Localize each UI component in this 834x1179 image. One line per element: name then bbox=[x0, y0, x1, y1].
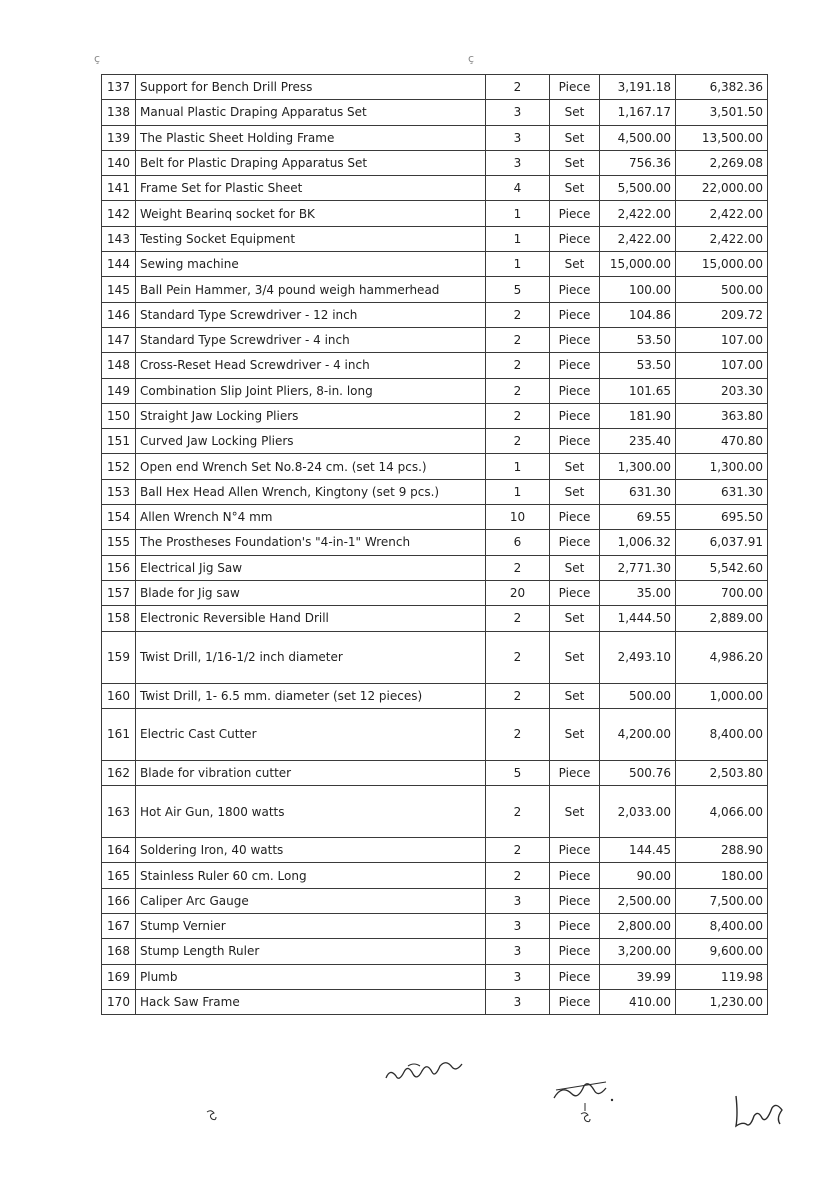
row-number-cell: 160 bbox=[102, 683, 136, 708]
unit-price-cell: 101.65 bbox=[600, 378, 676, 403]
table-row bbox=[102, 302, 768, 327]
total-price-cell: 2,422.00 bbox=[676, 226, 768, 251]
row-number-cell: 170 bbox=[102, 989, 136, 1014]
initial-mark-1 bbox=[204, 1108, 218, 1122]
unit-cell: Set bbox=[550, 454, 600, 479]
total-price-cell: 5,542.60 bbox=[676, 555, 768, 580]
row-number-cell: 166 bbox=[102, 888, 136, 913]
unit-price-cell: 2,771.30 bbox=[600, 555, 676, 580]
row-number-cell: 148 bbox=[102, 353, 136, 378]
unit-cell: Piece bbox=[550, 75, 600, 100]
quantity-cell: 5 bbox=[486, 760, 550, 785]
table-row bbox=[102, 530, 768, 555]
quantity-cell: 1 bbox=[486, 252, 550, 277]
item-description-cell: Combination Slip Joint Pliers, 8-in. long bbox=[136, 378, 486, 403]
unit-price-cell: 500.76 bbox=[600, 760, 676, 785]
table-row bbox=[102, 403, 768, 428]
unit-cell: Set bbox=[550, 252, 600, 277]
total-price-cell: 180.00 bbox=[676, 863, 768, 888]
unit-cell: Piece bbox=[550, 888, 600, 913]
unit-price-cell: 1,006.32 bbox=[600, 530, 676, 555]
row-number-cell: 169 bbox=[102, 964, 136, 989]
row-number-cell: 150 bbox=[102, 403, 136, 428]
quantity-cell: 2 bbox=[486, 353, 550, 378]
unit-price-cell: 181.90 bbox=[600, 403, 676, 428]
unit-price-cell: 69.55 bbox=[600, 505, 676, 530]
table-row bbox=[102, 327, 768, 352]
table-row bbox=[102, 125, 768, 150]
total-price-cell: 4,066.00 bbox=[676, 786, 768, 838]
total-price-cell: 6,037.91 bbox=[676, 530, 768, 555]
unit-price-cell: 90.00 bbox=[600, 863, 676, 888]
item-description-cell: Blade for Jig saw bbox=[136, 580, 486, 605]
table-row bbox=[102, 786, 768, 838]
row-number-cell: 145 bbox=[102, 277, 136, 302]
total-price-cell: 700.00 bbox=[676, 580, 768, 605]
total-price-cell: 2,889.00 bbox=[676, 606, 768, 631]
table-row bbox=[102, 838, 768, 863]
row-number-cell: 168 bbox=[102, 939, 136, 964]
unit-cell: Piece bbox=[550, 226, 600, 251]
total-price-cell: 1,300.00 bbox=[676, 454, 768, 479]
row-number-cell: 155 bbox=[102, 530, 136, 555]
unit-price-cell: 4,200.00 bbox=[600, 708, 676, 760]
quantity-cell: 10 bbox=[486, 505, 550, 530]
table-row bbox=[102, 201, 768, 226]
item-description-cell: The Prostheses Foundation's "4-in-1" Wrench bbox=[136, 530, 486, 555]
row-number-cell: 143 bbox=[102, 226, 136, 251]
row-number-cell: 139 bbox=[102, 125, 136, 150]
table-body bbox=[102, 75, 768, 1015]
item-description-cell: Cross-Reset Head Screwdriver - 4 inch bbox=[136, 353, 486, 378]
total-price-cell: 6,382.36 bbox=[676, 75, 768, 100]
unit-price-cell: 39.99 bbox=[600, 964, 676, 989]
item-description-cell: Blade for vibration cutter bbox=[136, 760, 486, 785]
item-description-cell: Frame Set for Plastic Sheet bbox=[136, 176, 486, 201]
table-row bbox=[102, 378, 768, 403]
row-number-cell: 164 bbox=[102, 838, 136, 863]
item-description-cell: Belt for Plastic Draping Apparatus Set bbox=[136, 150, 486, 175]
table-row bbox=[102, 914, 768, 939]
row-number-cell: 137 bbox=[102, 75, 136, 100]
row-number-cell: 165 bbox=[102, 863, 136, 888]
unit-cell: Piece bbox=[550, 353, 600, 378]
item-description-cell: Straight Jaw Locking Pliers bbox=[136, 403, 486, 428]
quantity-cell: 2 bbox=[486, 378, 550, 403]
unit-price-cell: 1,167.17 bbox=[600, 100, 676, 125]
unit-cell: Set bbox=[550, 150, 600, 175]
equipment-price-table bbox=[101, 74, 768, 1015]
table-row bbox=[102, 888, 768, 913]
unit-cell: Piece bbox=[550, 403, 600, 428]
quantity-cell: 1 bbox=[486, 454, 550, 479]
item-description-cell: Plumb bbox=[136, 964, 486, 989]
row-number-cell: 161 bbox=[102, 708, 136, 760]
table-row bbox=[102, 252, 768, 277]
total-price-cell: 2,503.80 bbox=[676, 760, 768, 785]
unit-cell: Piece bbox=[550, 863, 600, 888]
quantity-cell: 1 bbox=[486, 226, 550, 251]
total-price-cell: 2,422.00 bbox=[676, 201, 768, 226]
total-price-cell: 631.30 bbox=[676, 479, 768, 504]
table-row bbox=[102, 429, 768, 454]
total-price-cell: 203.30 bbox=[676, 378, 768, 403]
unit-price-cell: 1,444.50 bbox=[600, 606, 676, 631]
quantity-cell: 3 bbox=[486, 100, 550, 125]
row-number-cell: 147 bbox=[102, 327, 136, 352]
table-row bbox=[102, 555, 768, 580]
table-row bbox=[102, 75, 768, 100]
table-row bbox=[102, 964, 768, 989]
total-price-cell: 1,000.00 bbox=[676, 683, 768, 708]
total-price-cell: 8,400.00 bbox=[676, 708, 768, 760]
item-description-cell: Twist Drill, 1/16-1/2 inch diameter bbox=[136, 631, 486, 683]
table-row bbox=[102, 606, 768, 631]
unit-cell: Set bbox=[550, 708, 600, 760]
item-description-cell: Ball Hex Head Allen Wrench, Kingtony (set 9 pcs.) bbox=[136, 479, 486, 504]
item-description-cell: Allen Wrench N°4 mm bbox=[136, 505, 486, 530]
quantity-cell: 2 bbox=[486, 429, 550, 454]
table-row bbox=[102, 454, 768, 479]
quantity-cell: 2 bbox=[486, 683, 550, 708]
table-row bbox=[102, 939, 768, 964]
quantity-cell: 3 bbox=[486, 888, 550, 913]
unit-cell: Set bbox=[550, 683, 600, 708]
unit-cell: Piece bbox=[550, 530, 600, 555]
unit-price-cell: 3,200.00 bbox=[600, 939, 676, 964]
unit-cell: Set bbox=[550, 125, 600, 150]
quantity-cell: 2 bbox=[486, 631, 550, 683]
item-description-cell: Stump Vernier bbox=[136, 914, 486, 939]
total-price-cell: 500.00 bbox=[676, 277, 768, 302]
quantity-cell: 3 bbox=[486, 964, 550, 989]
item-description-cell: Open end Wrench Set No.8-24 cm. (set 14 pcs.) bbox=[136, 454, 486, 479]
total-price-cell: 13,500.00 bbox=[676, 125, 768, 150]
quantity-cell: 5 bbox=[486, 277, 550, 302]
item-description-cell: Hot Air Gun, 1800 watts bbox=[136, 786, 486, 838]
row-number-cell: 141 bbox=[102, 176, 136, 201]
total-price-cell: 7,500.00 bbox=[676, 888, 768, 913]
item-description-cell: Support for Bench Drill Press bbox=[136, 75, 486, 100]
unit-price-cell: 2,800.00 bbox=[600, 914, 676, 939]
unit-cell: Piece bbox=[550, 989, 600, 1014]
table-row bbox=[102, 479, 768, 504]
initial-mark-2 bbox=[578, 1102, 592, 1124]
unit-price-cell: 3,191.18 bbox=[600, 75, 676, 100]
quantity-cell: 2 bbox=[486, 403, 550, 428]
item-description-cell: Soldering Iron, 40 watts bbox=[136, 838, 486, 863]
unit-cell: Piece bbox=[550, 201, 600, 226]
quantity-cell: 2 bbox=[486, 75, 550, 100]
unit-price-cell: 410.00 bbox=[600, 989, 676, 1014]
unit-cell: Set bbox=[550, 606, 600, 631]
total-price-cell: 2,269.08 bbox=[676, 150, 768, 175]
unit-cell: Piece bbox=[550, 378, 600, 403]
table-row bbox=[102, 989, 768, 1014]
unit-price-cell: 756.36 bbox=[600, 150, 676, 175]
quantity-cell: 1 bbox=[486, 201, 550, 226]
unit-cell: Piece bbox=[550, 277, 600, 302]
table-row bbox=[102, 176, 768, 201]
quantity-cell: 2 bbox=[486, 786, 550, 838]
item-description-cell: The Plastic Sheet Holding Frame bbox=[136, 125, 486, 150]
item-description-cell: Ball Pein Hammer, 3/4 pound weigh hammerhead bbox=[136, 277, 486, 302]
total-price-cell: 107.00 bbox=[676, 327, 768, 352]
item-description-cell: Twist Drill, 1- 6.5 mm. diameter (set 12 pieces) bbox=[136, 683, 486, 708]
item-description-cell: Testing Socket Equipment bbox=[136, 226, 486, 251]
row-number-cell: 167 bbox=[102, 914, 136, 939]
unit-price-cell: 2,500.00 bbox=[600, 888, 676, 913]
item-description-cell: Electronic Reversible Hand Drill bbox=[136, 606, 486, 631]
unit-cell: Set bbox=[550, 176, 600, 201]
unit-cell: Piece bbox=[550, 914, 600, 939]
unit-cell: Set bbox=[550, 479, 600, 504]
row-number-cell: 163 bbox=[102, 786, 136, 838]
unit-price-cell: 2,422.00 bbox=[600, 226, 676, 251]
unit-cell: Piece bbox=[550, 838, 600, 863]
total-price-cell: 4,986.20 bbox=[676, 631, 768, 683]
unit-price-cell: 53.50 bbox=[600, 353, 676, 378]
quantity-cell: 3 bbox=[486, 125, 550, 150]
unit-price-cell: 35.00 bbox=[600, 580, 676, 605]
item-description-cell: Curved Jaw Locking Pliers bbox=[136, 429, 486, 454]
table-row bbox=[102, 100, 768, 125]
quantity-cell: 2 bbox=[486, 606, 550, 631]
quantity-cell: 2 bbox=[486, 863, 550, 888]
table-row bbox=[102, 760, 768, 785]
table-row bbox=[102, 580, 768, 605]
unit-cell: Set bbox=[550, 631, 600, 683]
total-price-cell: 1,230.00 bbox=[676, 989, 768, 1014]
unit-cell: Piece bbox=[550, 505, 600, 530]
row-number-cell: 157 bbox=[102, 580, 136, 605]
unit-price-cell: 2,033.00 bbox=[600, 786, 676, 838]
total-price-cell: 22,000.00 bbox=[676, 176, 768, 201]
row-number-cell: 140 bbox=[102, 150, 136, 175]
total-price-cell: 363.80 bbox=[676, 403, 768, 428]
unit-cell: Piece bbox=[550, 429, 600, 454]
unit-price-cell: 1,300.00 bbox=[600, 454, 676, 479]
table-row bbox=[102, 863, 768, 888]
total-price-cell: 3,501.50 bbox=[676, 100, 768, 125]
signature-1 bbox=[382, 1058, 472, 1088]
unit-cell: Set bbox=[550, 786, 600, 838]
table-row bbox=[102, 150, 768, 175]
quantity-cell: 2 bbox=[486, 708, 550, 760]
quantity-cell: 3 bbox=[486, 150, 550, 175]
page-mark-left: ç bbox=[94, 52, 101, 65]
item-description-cell: Electric Cast Cutter bbox=[136, 708, 486, 760]
unit-cell: Piece bbox=[550, 302, 600, 327]
page-mark-middle: ç bbox=[468, 52, 475, 65]
unit-price-cell: 2,422.00 bbox=[600, 201, 676, 226]
unit-price-cell: 631.30 bbox=[600, 479, 676, 504]
quantity-cell: 4 bbox=[486, 176, 550, 201]
row-number-cell: 158 bbox=[102, 606, 136, 631]
unit-cell: Piece bbox=[550, 327, 600, 352]
row-number-cell: 152 bbox=[102, 454, 136, 479]
quantity-cell: 3 bbox=[486, 939, 550, 964]
unit-price-cell: 5,500.00 bbox=[600, 176, 676, 201]
row-number-cell: 162 bbox=[102, 760, 136, 785]
unit-price-cell: 500.00 bbox=[600, 683, 676, 708]
quantity-cell: 2 bbox=[486, 327, 550, 352]
unit-price-cell: 15,000.00 bbox=[600, 252, 676, 277]
unit-price-cell: 144.45 bbox=[600, 838, 676, 863]
quantity-cell: 2 bbox=[486, 302, 550, 327]
total-price-cell: 470.80 bbox=[676, 429, 768, 454]
total-price-cell: 15,000.00 bbox=[676, 252, 768, 277]
item-description-cell: Weight Bearinq socket for BK bbox=[136, 201, 486, 226]
item-description-cell: Standard Type Screwdriver - 4 inch bbox=[136, 327, 486, 352]
table-row bbox=[102, 277, 768, 302]
table-row bbox=[102, 353, 768, 378]
total-price-cell: 107.00 bbox=[676, 353, 768, 378]
total-price-cell: 9,600.00 bbox=[676, 939, 768, 964]
quantity-cell: 3 bbox=[486, 989, 550, 1014]
quantity-cell: 20 bbox=[486, 580, 550, 605]
item-description-cell: Caliper Arc Gauge bbox=[136, 888, 486, 913]
row-number-cell: 142 bbox=[102, 201, 136, 226]
table-row bbox=[102, 708, 768, 760]
table-row bbox=[102, 505, 768, 530]
signature-area bbox=[0, 1040, 834, 1179]
unit-price-cell: 53.50 bbox=[600, 327, 676, 352]
item-description-cell: Hack Saw Frame bbox=[136, 989, 486, 1014]
total-price-cell: 119.98 bbox=[676, 964, 768, 989]
row-number-cell: 138 bbox=[102, 100, 136, 125]
unit-price-cell: 235.40 bbox=[600, 429, 676, 454]
unit-price-cell: 4,500.00 bbox=[600, 125, 676, 150]
item-description-cell: Stump Length Ruler bbox=[136, 939, 486, 964]
quantity-cell: 1 bbox=[486, 479, 550, 504]
total-price-cell: 209.72 bbox=[676, 302, 768, 327]
table-row bbox=[102, 683, 768, 708]
unit-cell: Set bbox=[550, 100, 600, 125]
unit-price-cell: 104.86 bbox=[600, 302, 676, 327]
unit-cell: Set bbox=[550, 555, 600, 580]
total-price-cell: 695.50 bbox=[676, 505, 768, 530]
item-description-cell: Stainless Ruler 60 cm. Long bbox=[136, 863, 486, 888]
unit-price-cell: 100.00 bbox=[600, 277, 676, 302]
item-description-cell: Manual Plastic Draping Apparatus Set bbox=[136, 100, 486, 125]
row-number-cell: 153 bbox=[102, 479, 136, 504]
row-number-cell: 156 bbox=[102, 555, 136, 580]
unit-cell: Piece bbox=[550, 939, 600, 964]
item-description-cell: Sewing machine bbox=[136, 252, 486, 277]
row-number-cell: 159 bbox=[102, 631, 136, 683]
item-description-cell: Electrical Jig Saw bbox=[136, 555, 486, 580]
quantity-cell: 2 bbox=[486, 555, 550, 580]
unit-cell: Piece bbox=[550, 580, 600, 605]
unit-cell: Piece bbox=[550, 760, 600, 785]
row-number-cell: 151 bbox=[102, 429, 136, 454]
item-description-cell: Standard Type Screwdriver - 12 inch bbox=[136, 302, 486, 327]
quantity-cell: 2 bbox=[486, 838, 550, 863]
row-number-cell: 149 bbox=[102, 378, 136, 403]
row-number-cell: 154 bbox=[102, 505, 136, 530]
table-row bbox=[102, 226, 768, 251]
signature-3 bbox=[730, 1092, 794, 1132]
unit-price-cell: 2,493.10 bbox=[600, 631, 676, 683]
total-price-cell: 288.90 bbox=[676, 838, 768, 863]
table-row bbox=[102, 631, 768, 683]
quantity-cell: 6 bbox=[486, 530, 550, 555]
row-number-cell: 146 bbox=[102, 302, 136, 327]
row-number-cell: 144 bbox=[102, 252, 136, 277]
total-price-cell: 8,400.00 bbox=[676, 914, 768, 939]
quantity-cell: 3 bbox=[486, 914, 550, 939]
unit-cell: Piece bbox=[550, 964, 600, 989]
